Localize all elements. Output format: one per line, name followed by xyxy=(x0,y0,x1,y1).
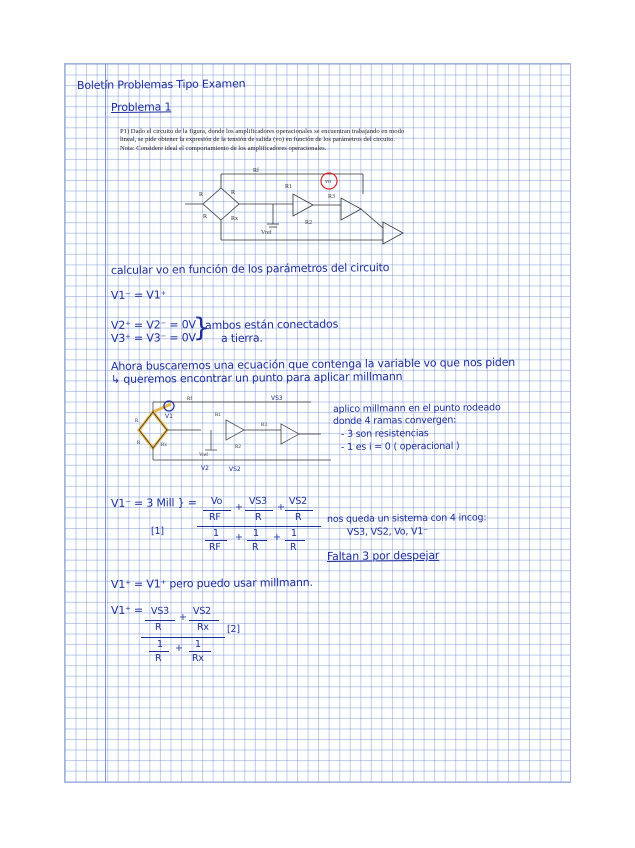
frac-den: R xyxy=(251,541,259,553)
circuit-label: Rf xyxy=(253,168,259,174)
circuit-diagram-annotated xyxy=(131,394,341,474)
problem-heading: Problema 1 xyxy=(110,100,172,114)
frac-num: 1 xyxy=(252,527,259,539)
circuit-label: Vref xyxy=(199,453,208,458)
plus-sign: + xyxy=(234,531,243,543)
aside-note: VS3, VS2, Vo, V1⁻ xyxy=(346,526,429,538)
fraction-bar xyxy=(145,620,175,621)
fraction-bar xyxy=(149,651,169,652)
circuit-label: vo xyxy=(325,179,331,185)
note-line: calcular vo en función de los parámetros del circuito xyxy=(110,261,390,277)
equation-1-lhs: V1⁻ = 3 Mill } = xyxy=(110,496,197,510)
note-line: ↳ queremos encontrar un punto para aplicar millmann xyxy=(110,369,403,386)
aside-note: - 3 son resistencias xyxy=(340,428,429,440)
circuit-label: VS2 xyxy=(229,466,241,473)
fraction-bar xyxy=(245,510,273,511)
frac-num: 1 xyxy=(212,527,219,539)
equation-2-lhs: V1⁺ = xyxy=(110,603,144,617)
pending-note: Faltan 3 por despejar xyxy=(326,548,440,563)
frac-den: RF xyxy=(208,511,221,523)
circuit-label: Vref xyxy=(261,230,272,236)
frac-num: 1 xyxy=(156,638,163,650)
fraction-bar xyxy=(205,540,227,541)
circuit-label: R3 xyxy=(261,423,267,428)
aside-note: nos queda un sistema con 4 incog: xyxy=(326,512,487,525)
aside-note: aplico millmann en el punto rodeado xyxy=(332,402,501,415)
plus-sign: + xyxy=(234,501,243,513)
frac-den: R xyxy=(294,511,302,523)
frac-num: 1 xyxy=(290,527,297,539)
circuit-label: R3 xyxy=(328,194,336,200)
circuit-label: R xyxy=(231,190,236,196)
fraction-bar xyxy=(285,540,305,541)
margin-line xyxy=(105,64,106,782)
fraction-bar xyxy=(189,620,219,621)
circuit-label: V2 xyxy=(201,465,209,472)
frac-num: VS3 xyxy=(248,495,268,507)
circuit-label: R2 xyxy=(305,220,313,226)
problem-statement xyxy=(120,128,404,153)
circuit-label: R xyxy=(203,214,208,220)
fraction-bar xyxy=(285,510,313,511)
circuit-label: R1 xyxy=(285,184,293,190)
fraction-bar xyxy=(247,540,267,541)
frac-den: Rx xyxy=(196,621,209,633)
note-line: Ahora buscaremos una ecuación que contenga la variable vo que nos piden xyxy=(110,355,516,373)
frac-num: 1 xyxy=(194,638,201,650)
frac-num: Vo xyxy=(210,495,223,507)
opamp-3 xyxy=(383,222,403,244)
frac-num: VS2 xyxy=(288,495,308,507)
circuit-label: R2 xyxy=(235,445,241,450)
circuit-label: R xyxy=(137,441,141,446)
frac-den: R xyxy=(289,541,297,553)
opamp-1 xyxy=(293,194,313,216)
equation-1-tag: [1] xyxy=(150,525,164,537)
circuit-label: R xyxy=(135,419,139,424)
frac-den: R xyxy=(254,511,262,523)
opamp-2 xyxy=(341,198,361,220)
aside-note: - 1 es i = 0 ( operacional ) xyxy=(340,440,460,453)
circuit-label: R1 xyxy=(215,413,221,418)
circuit-label: V1 xyxy=(165,413,173,420)
frac-num: VS2 xyxy=(192,605,212,617)
equation-2-tag: [2] xyxy=(226,623,240,635)
frac-den: RF xyxy=(208,541,221,553)
fraction-bar xyxy=(203,510,231,511)
plus-sign: + xyxy=(272,531,281,543)
main-fraction-bar xyxy=(197,526,321,527)
circuit-label: R xyxy=(199,192,204,198)
note-line: a tierra. xyxy=(220,331,263,345)
frac-num: VS3 xyxy=(150,605,170,617)
frac-den: Rx xyxy=(191,652,204,664)
plus-sign: + xyxy=(276,501,285,513)
plus-sign: + xyxy=(174,642,183,654)
statement-line: lineal, se pide obtener la expresión de la tensión de salida (vo) en función de los parámetros del circuito. xyxy=(120,136,396,144)
page-title: Boletín Problemas Tipo Examen xyxy=(76,77,246,92)
plus-sign: + xyxy=(178,611,187,623)
circuit-label: Rf xyxy=(187,397,192,402)
aside-note: donde 4 ramas convergen: xyxy=(332,414,457,427)
note-line: V3⁺ = V3⁻ = 0V xyxy=(110,331,196,345)
brace-symbol: } xyxy=(193,313,210,343)
circuit-label: Rx xyxy=(161,443,167,448)
statement-line: Nota: Considere ideal el comportamiento de los amplificadores operacionales. xyxy=(120,144,327,152)
circuit-label: VS3 xyxy=(271,395,283,402)
fraction-bar xyxy=(189,651,211,652)
note-line: V2⁺ = V2⁻ = 0V xyxy=(110,318,196,332)
frac-den: R xyxy=(154,652,162,664)
note-line: V1⁺ = V1⁺ pero puedo usar millmann. xyxy=(110,575,313,591)
frac-den: R xyxy=(154,621,162,633)
notebook-page xyxy=(64,63,571,783)
note-line: V1⁻ = V1⁺ xyxy=(110,288,167,302)
circuit-label: Rx xyxy=(231,216,239,222)
note-line: ambos están conectados xyxy=(204,317,339,332)
statement-line: P1) Dado el circuito de la figura, donde los amplificadores operacionales se encuentran trabajando en modo xyxy=(120,128,405,135)
circuit-diagram xyxy=(173,164,413,252)
main-fraction-bar xyxy=(141,637,225,638)
